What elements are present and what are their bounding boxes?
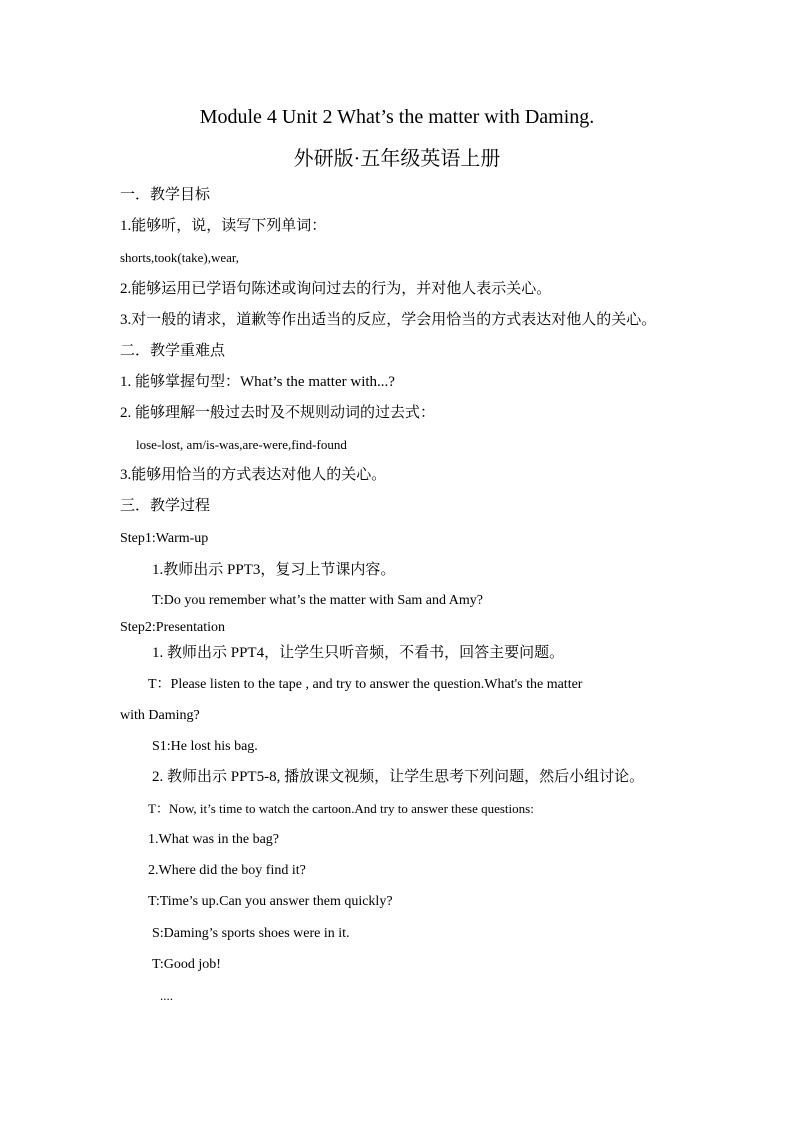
objective-1: 1.能够听，说，读写下列单词： bbox=[120, 218, 327, 234]
irregular-verbs: lose-lost, am/is-was,are-were,find-found bbox=[136, 437, 347, 452]
objective-3: 3.对一般的请求，道歉等作出适当的反应，学会用恰当的方式表达对他人的关心。 bbox=[120, 312, 657, 328]
objective-2: 2.能够运用已学语句陈述或询问过去的行为，并对他人表示关心。 bbox=[120, 281, 552, 297]
section-2-heading: 二．教学重难点 bbox=[120, 343, 226, 359]
step-2-line-6: T：Now, it’s time to watch the cartoon.And try to answer these questions: bbox=[148, 801, 534, 816]
step-2-line-2: T：Please listen to the tape , and try to answer the question.What's the matter bbox=[148, 677, 583, 692]
step-2-line-11: T:Good job! bbox=[152, 957, 221, 972]
step-2-ellipsis: .... bbox=[160, 988, 173, 1003]
step-2-line-10: S:Daming’s sports shoes were in it. bbox=[152, 926, 350, 941]
key-point-2: 2. 能够理解一般过去时及不规则动词的过去式： bbox=[120, 405, 436, 421]
document-subtitle: 外研版·五年级英语上册 bbox=[293, 148, 501, 170]
section-3-heading: 三．教学过程 bbox=[120, 498, 211, 514]
step-1-line-2: T:Do you remember what’s the matter with Sam and Amy? bbox=[152, 593, 483, 608]
step-1-label: Step1:Warm-up bbox=[120, 531, 209, 546]
document-title: Module 4 Unit 2 What’s the matter with Daming. bbox=[199, 106, 595, 128]
section-1-heading: 一．教学目标 bbox=[120, 187, 211, 203]
step-2-line-4: S1:He lost his bag. bbox=[152, 739, 258, 754]
step-2-line-9: T:Time’s up.Can you answer them quickly? bbox=[148, 894, 393, 909]
vocabulary-list: shorts,took(take),wear, bbox=[120, 250, 239, 265]
step-2-line-7: 1.What was in the bag? bbox=[148, 832, 280, 847]
step-1-line-1: 1.教师出示 PPT3，复习上节课内容。 bbox=[152, 562, 396, 578]
step-2-label: Step2:Presentation bbox=[120, 620, 225, 635]
step-2-line-3: with Daming? bbox=[120, 708, 200, 723]
step-2-line-1: 1. 教师出示 PPT4，让学生只听音频，不看书，回答主要问题。 bbox=[152, 645, 565, 661]
key-point-3: 3.能够用恰当的方式表达对他人的关心。 bbox=[120, 467, 387, 483]
step-2-line-5: 2. 教师出示 PPT5-8, 播放课文视频，让学生思考下列问题，然后小组讨论。 bbox=[152, 769, 645, 785]
key-point-1: 1. 能够掌握句型：What’s the matter with...? bbox=[120, 374, 395, 390]
step-2-line-8: 2.Where did the boy find it? bbox=[148, 863, 306, 878]
